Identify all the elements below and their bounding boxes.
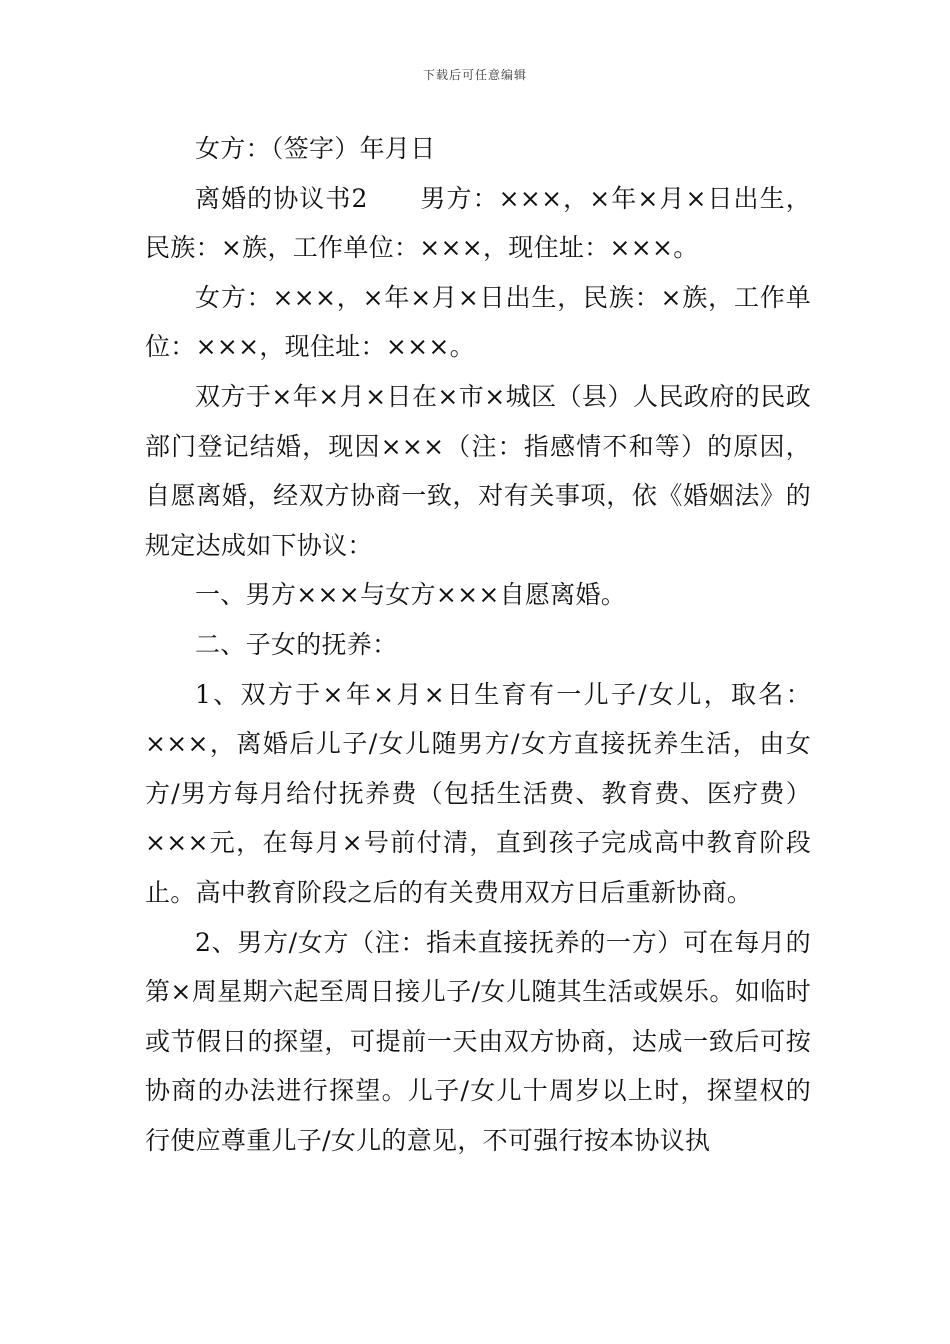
paragraph-clause-1: 一、男方×××与女方×××自愿离婚。 <box>195 580 627 610</box>
document-body <box>145 124 811 1165</box>
paragraph-marriage-registration: 双方于×年×月×日在×市×城区（县）人民政府的民政部门登记结婚，现因×××（注：指感情不和等）的原因，自愿离婚，经双方协商一致，对有关事项，依《婚姻法》的规定达成如下协议： <box>145 381 811 560</box>
paragraph-male-party <box>145 174 811 273</box>
male-party-details: 男方：×××，×年×月×日出生，民族：×族，工作单位：×××，现住址：×××。 <box>145 183 811 263</box>
paragraph-visitation: 2、男方/女方（注：指未直接抚养的一方）可在每月的第×周星期六起至周日接儿子/女儿随其生活或娱乐。如临时或节假日的探望，可提前一天由双方协商，达成一致后可按协商的办法进行探望。儿子/女儿十周岁以上时，探望权的行使应尊重儿子/女儿的意见，不可强行按本协议执 <box>145 927 811 1155</box>
paragraph-female-party: 女方：×××，×年×月×日出生，民族：×族，工作单位：×××，现住址：×××。 <box>145 282 811 362</box>
paragraph-signature-female: 女方：（签字）年月日 <box>195 134 436 163</box>
paragraph-child-support: 1、双方于×年×月×日生育有一儿子/女儿，取名：×××，离婚后儿子/女儿随男方/女方直接抚养生活，由女方/男方每月给付抚养费（包括生活费、教育费、医疗费）×××元，在每月×号前付清，直到孩子完成高中教育阶段止。高中教育阶段之后的有关费用双方日后重新协商。 <box>145 679 811 907</box>
section-title: 离婚的协议书2 <box>195 183 368 213</box>
page-header: 下载后可任意编辑 <box>422 68 527 82</box>
paragraph-clause-2-heading: 二、子女的抚养： <box>195 629 398 659</box>
